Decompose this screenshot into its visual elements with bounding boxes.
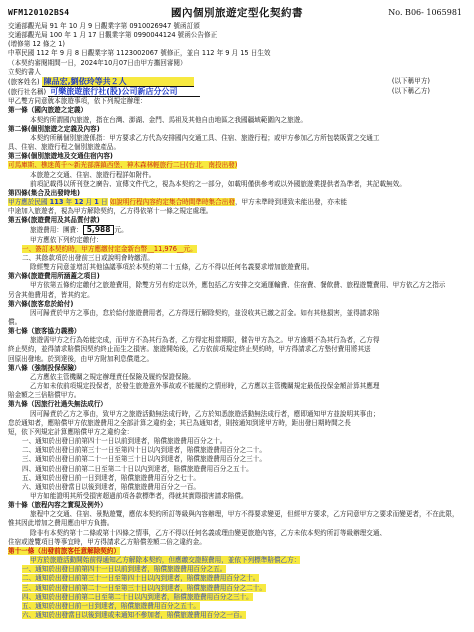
section-12-title-row — [8, 547, 466, 556]
fee-amount[interactable]: 5,988 — [83, 225, 115, 235]
departure-day[interactable]: 1 — [94, 197, 99, 206]
section-2-text: 本契約所稱個別旅遊係指：甲方要求乙方代為安排國內交通工具、住宿、旅遊行程；或甲方參加乙方所包裝販賣之交通工 — [30, 133, 380, 142]
section-7-text: 因可歸責於甲方之事由，怠於給付旅遊費用者，乙方得逕行解除契約，並沒收其已繳之訂金。如有其他損害，並得請求賠 — [30, 308, 380, 317]
fee-line — [8, 225, 466, 235]
preamble-line: (增修第 12 條之 1) — [8, 40, 65, 49]
section-3-text: 前項記載得以所刊登之廣告、宣傳文件代之，視為本契約之一部分，如載明僅供參考或以外國旅遊業提供者為準者，其記載無效。 — [30, 179, 406, 188]
traveler-row — [8, 77, 466, 87]
traveler-label: (旅客姓名) — [8, 77, 40, 86]
preamble-line: 中華民國 112 年 9 月 8 日觀業字第 1123002067 號修正，並自 112 年 9 月 15 日生效 — [8, 49, 271, 58]
balance-line: 二、其餘款項於出發前三日或說明會時繳清。 — [22, 253, 154, 262]
extra-fee-line: 除經雙方同意並增訂其他協議事項於本契約第二十五條，乙方不得以任何名義要求增加旅遊費用。 — [30, 263, 314, 272]
section-8-text: 終止契約，並得請求賠償因契約終止而生之損害。旅遊開始後，乙方依前項規定終止契約時，甲方得請求乙方墊付費用將其送 — [8, 345, 371, 354]
departure-date-highlight — [8, 198, 108, 206]
section-7-title: 第六條(旅客怠於給付) — [8, 299, 74, 308]
contract-title: 國內個別旅遊定型化契約書 — [171, 7, 303, 19]
section-3-title: 第三條(個別旅遊地及交通住宿內容) — [8, 152, 113, 161]
cancellation-item — [8, 574, 466, 583]
section-12-title: 第十一條（出發前旅客任意解除契約） — [8, 546, 121, 555]
section-10-tail: 甲方如能證明其所受損害超過前項各款標準者，得就其實際損害請求賠償。 — [30, 491, 248, 500]
cancellation-item-text: 一、通知於出發日前第四十一日以前到達者，賠償旅遊費用百分之五。 — [22, 565, 227, 574]
section-1-title: 第一條（國內旅遊之定義） — [8, 106, 88, 115]
section-9-text: 乙方如未依前項規定投保者，於發生旅遊意外事故或不能履約之情形時，乙方應以主管機關規定最低投保金額計算其應理 — [30, 382, 380, 391]
section-10-text: 因可歸責於乙方之事由，致甲方之旅遊活動無法成行時，乙方於知悉旅遊活動無法成行者，應即通知甲方並說明其事由； — [30, 409, 380, 418]
section-4-text: 中途加入旅遊者，視為甲方解除契約，乙方得依第十一條之規定處理。 — [8, 207, 213, 216]
cancellation-item-text: 六、通知於出發當日以後到達或未通知不參加者，賠償旅遊費用百分之一百。 — [22, 611, 247, 619]
agreement-line: 甲乙雙方同意就本旅遊事項，依下列規定辦理： — [8, 97, 147, 106]
section-8-text: 回原出發地。於到達後，由甲方附加利息償還之。 — [8, 354, 154, 363]
traveler-name-field[interactable]: 陳品宏,劉依玲等共２人 — [42, 77, 194, 87]
section-4-title: 第四條(集合及出發時地) — [8, 188, 80, 197]
section-11-title: 第十條（旅程內容之實現及例外） — [8, 501, 107, 510]
section-12-intro — [8, 556, 466, 565]
meeting-place-highlight: 如說明行程內容約定集合時間準時集合出發 — [109, 197, 235, 206]
departure-line — [8, 198, 466, 207]
departure-year[interactable]: 113 — [49, 197, 64, 206]
cancellation-item-text: 三、通知於出發日前第二十一日至第三十日以內到達者，賠償旅遊費用百分之二十。 — [22, 583, 266, 592]
compensation-item: 二、通知於出發日前第三十一日至第四十日以內到達者，賠償旅遊費用百分之二十。 — [22, 446, 266, 455]
section-8-text: 旅遊需甲方之行為始能完成，而甲方不為其行為者，乙方得定相當期限，催告甲方為之。甲方逾期不為其行為者，乙方得 — [30, 336, 380, 345]
cancellation-item — [8, 593, 466, 602]
agency-row — [8, 87, 466, 97]
preamble-line: 交通部觀光局 100 年 1 月 17 日觀業字第 0990044124 號函公告修正 — [8, 31, 218, 40]
cancellation-item — [8, 565, 466, 574]
section-8-title: 第七條（旅客協力義務） — [8, 327, 81, 336]
departure-tail: ，甲方未準時到達致未能出發，亦未能 — [234, 197, 348, 206]
section-11-text: 旅程中之交通、住宿、景點遊覽，應依本契約所訂等級與內容辦理，甲方不得要求變更，但經甲方要求，乙方同意甲方之要求而變更者，不在此限， — [30, 510, 459, 519]
cancellation-item — [8, 602, 466, 611]
compensation-item: 四、通知於出發日前第二日至第二十日以內到達者，賠償旅遊費用百分之五十。 — [22, 464, 253, 473]
agency-label: (旅行社名稱) — [8, 88, 47, 97]
departure-month[interactable]: 12 — [74, 197, 84, 206]
payment-intro: 甲方應依下列約定繳付： — [30, 235, 103, 244]
contract-number: No. B06- 1065981 — [388, 8, 462, 17]
deposit-line — [8, 245, 466, 254]
itinerary-highlight: 可馬庫斯、樵迷萬千～新光部落鎮西堡、神木森林輕旅行二日(台北．南投出發) — [8, 161, 238, 170]
fee-unit: 元。 — [114, 226, 128, 235]
compensation-item: 六、通知於出發當日以後到達者，賠償旅遊費用百分之一百。 — [22, 482, 201, 491]
section-7-text: 償。 — [8, 318, 22, 326]
section-2-text: 具、住宿、旅遊行程之個別旅遊產品。 — [8, 143, 121, 152]
agency-role: (以下稱乙方) — [391, 87, 430, 96]
preamble-line: 交通部觀光局 91 年 10 月 9 日觀業字第 0910026947 號函訂頒 — [8, 22, 200, 30]
section-11-text: 住宿或遊覽項目等事宜時，甲方得請求乙方賠償差額二倍之違約金。 — [8, 537, 206, 546]
review-period-note: （本契約審閱期間一日，2024年10月07日由甲方攜回審閱） — [8, 58, 187, 67]
section-6-text: 甲方依第五條約定繳付之旅遊費用，除雙方另有約定以外，應包括乙方安排之交通運輸費、住宿費、餐飲費、旅程遊覽費用、甲方依乙方之指示 — [30, 281, 446, 290]
compensation-item: 五、通知於出發日前一日到達者，賠償旅遊費用百分之七十。 — [22, 473, 201, 482]
section-9-text: 乙方應依主管機關之規定辦理責任保險及履約保證保險。 — [30, 372, 195, 381]
parties-heading: 立契約書人 — [8, 67, 41, 76]
section-3-text: 本旅遊之交通、住宿、旅遊行程詳如附件。 — [30, 170, 156, 179]
day-suffix: 日 — [100, 197, 108, 206]
cancellation-item — [8, 584, 466, 593]
cancellation-item-text: 二、通知於出發日前第三十一日至第四十日以內到達者，賠償旅遊費用百分之十。 — [22, 574, 260, 583]
preamble — [8, 22, 466, 77]
cancellation-item-text: 五、通知於出發日前一日到達者，賠償旅遊費用百分之五十。 — [22, 601, 201, 610]
itinerary-name — [8, 161, 466, 170]
fee-label: 旅遊費用：團費： — [30, 226, 83, 235]
section-11-text: 惟其因此增加之費用應由甲方負擔。 — [8, 519, 114, 528]
section-5-title: 第五條(旅遊費用及其品質付款) — [8, 216, 100, 225]
cancellation-intro: 甲方於旅遊活動開始前得通知乙方解除本契約，但應繳交證照費用，並依下列標準賠償乙方： — [30, 556, 301, 565]
deposit-highlight: 一、簽訂本契約時，甲方應繳付定金新台幣__11,976__元。 — [22, 244, 197, 253]
year-suffix: 年 — [65, 197, 73, 206]
section-6-text: 另含其他費用者，皆其約定。 — [8, 290, 94, 299]
section-2-title: 第二條(個別旅遊之定義及內容) — [8, 124, 100, 133]
month-suffix: 月 — [85, 197, 93, 206]
contract-header — [8, 5, 466, 22]
section-9-title: 第八條（強制投保保險） — [8, 363, 81, 372]
section-10-title: 第九條（因旅行社過失無法成行） — [8, 400, 107, 409]
agency-name-field[interactable]: 可樂旅遊旅行社(股)公司新店分公司 — [48, 87, 200, 97]
form-code: WFM120102BS4 — [8, 8, 70, 17]
section-10-text: 怠於通知者，應賠償甲方依旅遊費用之全部計算之違約金；其已為通知者，則按通知到達甲方時，距出發日期時間之長 — [8, 418, 351, 427]
compensation-item: 一、通知於出發日前第四十一日以前到達者，賠償旅遊費用百分之十。 — [22, 437, 227, 446]
section-6-title: 第六條(旅遊費用所涵蓋之項目) — [8, 272, 100, 281]
departure-prefix: 甲方應於民國 — [8, 197, 48, 206]
cancellation-item — [8, 611, 466, 620]
section-11-text: 除非有本契約第十二條或第十四條之情事，乙方不得以任何名義或理由變更旅遊內容，乙方未依本契約所訂等級辦理交通、 — [30, 528, 387, 537]
section-9-text: 賠金額之三倍賠償甲方。 — [8, 391, 81, 400]
compensation-item: 三、通知於出發日前第二十一日至第三十日以內到達者，賠償旅遊費用百分之三十。 — [22, 455, 266, 464]
cancellation-item-text: 四、通知於出發日前第二日至第二十日以內到達者，賠償旅遊費用百分之三十。 — [22, 592, 253, 601]
section-1-text: 本契約所謂國內旅遊，指在台灣、澎湖、金門、馬祖及其他自由地區之我國疆域範圍內之旅遊。 — [30, 115, 307, 124]
traveler-role: (以下稱甲方) — [391, 76, 430, 85]
section-10-text: 短，依下列規定計算應賠償甲方之違約金： — [8, 427, 134, 436]
